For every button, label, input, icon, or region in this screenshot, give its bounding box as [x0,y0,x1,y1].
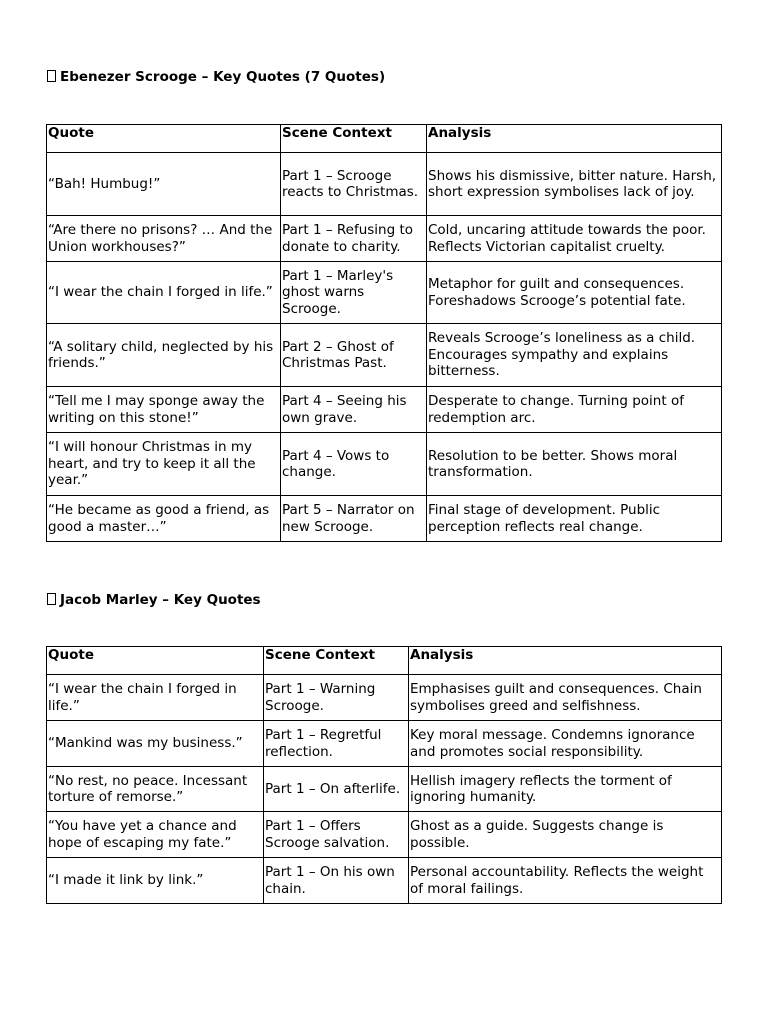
analysis-cell: Personal accountability. Reflects the weight of moral failings. [409,858,722,904]
scene-context-cell: Part 4 – Vows to change. [281,433,427,496]
quote-cell: “I will honour Christmas in my heart, and try to keep it all the year.” [47,433,281,496]
table-row [47,387,722,433]
analysis-cell: Key moral message. Condemns ignorance and promotes social responsibility. [409,721,722,767]
column-header-analysis: Analysis [427,125,722,153]
table-row [47,767,722,812]
table-row [47,812,722,858]
column-header-quote: Quote [47,647,264,675]
missing-glyph-icon [47,593,56,605]
scene-context-cell: Part 1 – On afterlife. [264,767,409,812]
scene-context-cell: Part 4 – Seeing his own grave. [281,387,427,433]
quote-cell: “A solitary child, neglected by his friends.” [47,324,281,387]
scene-context-cell: Part 1 – Regretful reflection. [264,721,409,767]
marley-quotes-table [46,646,722,904]
table-header-row [47,125,722,153]
analysis-cell: Shows his dismissive, bitter nature. Harsh, short expression symbolises lack of joy. [427,153,722,216]
analysis-cell: Metaphor for guilt and consequences. Foreshadows Scrooge’s potential fate. [427,262,722,324]
analysis-cell: Reveals Scrooge’s loneliness as a child. Encourages sympathy and explains bitterness. [427,324,722,387]
table-row [47,675,722,721]
column-header-scene-context: Scene Context [264,647,409,675]
scene-context-cell: Part 1 – Warning Scrooge. [264,675,409,721]
scene-context-cell: Part 2 – Ghost of Christmas Past. [281,324,427,387]
table-header-row [47,647,722,675]
analysis-cell: Ghost as a guide. Suggests change is possible. [409,812,722,858]
scene-context-cell: Part 1 – Scrooge reacts to Christmas. [281,153,427,216]
quote-cell: “You have yet a chance and hope of escaping my fate.” [47,812,264,858]
quote-cell: “Mankind was my business.” [47,721,264,767]
table-row [47,324,722,387]
table-row [47,433,722,496]
scene-context-cell: Part 1 – Marley's ghost warns Scrooge. [281,262,427,324]
quote-cell: “I wear the chain I forged in life.” [47,675,264,721]
quote-cell: “He became as good a friend, as good a master…” [47,496,281,542]
quote-cell: “Are there no prisons? … And the Union workhouses?” [47,216,281,262]
table-row [47,721,722,767]
table-row [47,153,722,216]
missing-glyph-icon [47,70,56,82]
section-heading-scrooge [47,69,385,85]
table-row [47,216,722,262]
analysis-cell: Resolution to be better. Shows moral transformation. [427,433,722,496]
table-row [47,858,722,904]
section-title: Ebenezer Scrooge – Key Quotes (7 Quotes) [60,69,386,85]
analysis-cell: Hellish imagery reflects the torment of ignoring humanity. [409,767,722,812]
quote-cell: “I wear the chain I forged in life.” [47,262,281,324]
quote-cell: “Tell me I may sponge away the writing on this stone!” [47,387,281,433]
scene-context-cell: Part 1 – On his own chain. [264,858,409,904]
column-header-scene-context: Scene Context [281,125,427,153]
column-header-analysis: Analysis [409,647,722,675]
analysis-cell: Emphasises guilt and consequences. Chain symbolises greed and selfishness. [409,675,722,721]
quote-cell: “Bah! Humbug!” [47,153,281,216]
column-header-quote: Quote [47,125,281,153]
section-title: Jacob Marley – Key Quotes [60,592,261,608]
analysis-cell: Desperate to change. Turning point of redemption arc. [427,387,722,433]
table-row [47,496,722,542]
scene-context-cell: Part 5 – Narrator on new Scrooge. [281,496,427,542]
analysis-cell: Final stage of development. Public perception reflects real change. [427,496,722,542]
scene-context-cell: Part 1 – Offers Scrooge salvation. [264,812,409,858]
analysis-cell: Cold, uncaring attitude towards the poor. Reflects Victorian capitalist cruelty. [427,216,722,262]
quote-cell: “I made it link by link.” [47,858,264,904]
table-row [47,262,722,324]
scene-context-cell: Part 1 – Refusing to donate to charity. [281,216,427,262]
quote-cell: “No rest, no peace. Incessant torture of remorse.” [47,767,264,812]
section-heading-marley [47,592,261,608]
scrooge-quotes-table [46,124,722,542]
